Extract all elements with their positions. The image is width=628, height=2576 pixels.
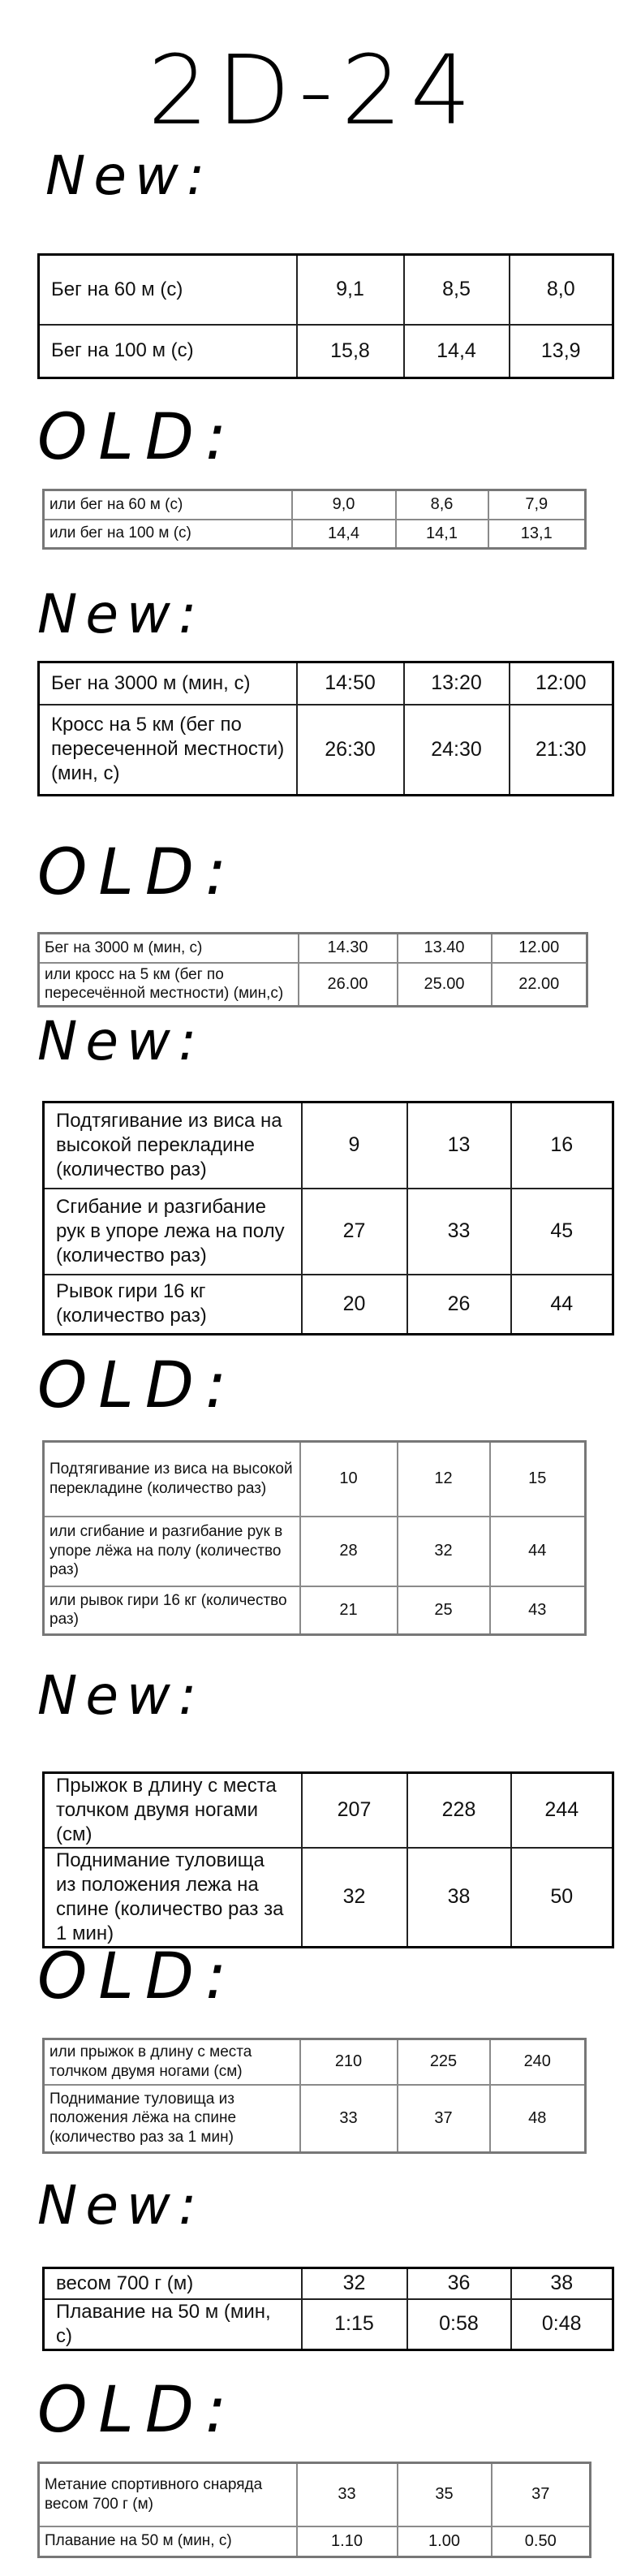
norm-value: 33 <box>297 2463 398 2526</box>
norm-value: 12:00 <box>510 662 613 705</box>
exercise-name: Поднимание туловища из положения лежа на спине (количество раз за 1 мин) <box>44 1848 302 1948</box>
norm-value: 240 <box>490 2039 586 2085</box>
norm-value: 32 <box>302 1848 407 1948</box>
norm-value: 35 <box>398 2463 492 2526</box>
norm-value: 26:30 <box>297 705 404 796</box>
table-row <box>44 1275 613 1335</box>
table-row <box>39 934 587 963</box>
table-row <box>39 705 613 796</box>
norm-value: 44 <box>490 1517 586 1586</box>
norm-value: 32 <box>302 2268 407 2299</box>
new-table-jump-abs <box>42 1771 614 1948</box>
old-label: OLD: <box>37 836 239 909</box>
old-label: OLD: <box>37 401 239 474</box>
norm-value: 9 <box>302 1102 407 1189</box>
norm-value: 13 <box>407 1102 511 1189</box>
table-row <box>39 662 613 705</box>
norm-value: 44 <box>511 1275 613 1335</box>
new-label: New: <box>37 2174 205 2237</box>
norm-value: 38 <box>511 2268 613 2299</box>
table-row <box>39 255 613 325</box>
exercise-name: Плавание на 50 м (мин, с) <box>44 2299 302 2350</box>
norm-value: 8,5 <box>404 255 510 325</box>
exercise-name: Бег на 100 м (с) <box>39 325 297 378</box>
table-row <box>44 520 586 549</box>
norm-value: 20 <box>302 1275 407 1335</box>
table-row <box>44 2268 613 2299</box>
norm-value: 7,9 <box>488 490 586 520</box>
norm-value: 33 <box>407 1189 511 1275</box>
norm-value: 22.00 <box>492 963 587 1007</box>
norm-value: 25.00 <box>398 963 492 1007</box>
norm-value: 36 <box>407 2268 511 2299</box>
exercise-name: Подтягивание из виса на высокой перекладине (количество раз) <box>44 1442 300 1517</box>
exercise-name: или кросс на 5 км (бег по пересечённой местности) (мин,с) <box>39 963 299 1007</box>
norm-value: 244 <box>511 1773 613 1849</box>
new-table-sprint <box>37 253 614 379</box>
norm-value: 0:48 <box>511 2299 613 2350</box>
exercise-name: Бег на 60 м (с) <box>39 255 297 325</box>
new-label: New: <box>37 583 205 645</box>
exercise-name: Прыжок в длину с места толчком двумя ногами (см) <box>44 1773 302 1849</box>
norm-value: 15,8 <box>297 325 404 378</box>
table-row <box>44 1517 586 1586</box>
norm-value: 26.00 <box>299 963 398 1007</box>
norm-value: 13,1 <box>488 520 586 549</box>
norm-value: 45 <box>511 1189 613 1275</box>
norm-value: 13:20 <box>404 662 510 705</box>
norm-value: 32 <box>398 1517 490 1586</box>
table-row <box>39 2526 591 2557</box>
exercise-name: Плавание на 50 м (мин, с) <box>39 2526 297 2557</box>
norm-value: 10 <box>300 1442 398 1517</box>
exercise-name: Сгибание и разгибание рук в упоре лежа на полу (количество раз) <box>44 1189 302 1275</box>
old-label: OLD: <box>37 1349 239 1422</box>
old-label: OLD: <box>37 1940 239 2013</box>
table-row <box>44 1848 613 1948</box>
norm-value: 21 <box>300 1586 398 1635</box>
exercise-name: весом 700 г (м) <box>44 2268 302 2299</box>
norm-value: 24:30 <box>404 705 510 796</box>
table-row <box>44 2085 586 2153</box>
norm-value: 228 <box>407 1773 511 1849</box>
norm-value: 1:15 <box>302 2299 407 2350</box>
norm-value: 38 <box>407 1848 511 1948</box>
norm-value: 210 <box>300 2039 398 2085</box>
page-title: 2D-24 <box>148 34 480 146</box>
exercise-name: или сгибание и разгибание рук в упоре лёжа на полу (количество раз) <box>44 1517 300 1586</box>
norm-value: 14,1 <box>396 520 488 549</box>
exercise-name: Рывок гири 16 кг (количество раз) <box>44 1275 302 1335</box>
table-row <box>44 1442 586 1517</box>
norm-value: 12.00 <box>492 934 587 963</box>
norm-value: 9,0 <box>292 490 396 520</box>
norm-value: 8,6 <box>396 490 488 520</box>
exercise-name: Метание спортивного снаряда весом 700 г (м) <box>39 2463 297 2526</box>
new-label: New: <box>37 1010 205 1072</box>
exercise-name: Подтягивание из виса на высокой перекладине (количество раз) <box>44 1102 302 1189</box>
norm-value: 37 <box>492 2463 591 2526</box>
table-row <box>44 2039 586 2085</box>
norm-value: 28 <box>300 1517 398 1586</box>
norm-value: 8,0 <box>510 255 613 325</box>
norm-value: 50 <box>511 1848 613 1948</box>
exercise-name: или прыжок в длину с места толчком двумя ногами (см) <box>44 2039 300 2085</box>
norm-value: 1.10 <box>297 2526 398 2557</box>
norm-value: 48 <box>490 2085 586 2153</box>
norm-value: 25 <box>398 1586 490 1635</box>
norm-value: 15 <box>490 1442 586 1517</box>
norm-value: 33 <box>300 2085 398 2153</box>
new-table-strength <box>42 1101 614 1335</box>
exercise-name: или бег на 100 м (с) <box>44 520 292 549</box>
old-table-throw-swim <box>37 2462 591 2558</box>
norm-value: 37 <box>398 2085 490 2153</box>
new-label: New: <box>37 1664 205 1727</box>
norm-value: 9,1 <box>297 255 404 325</box>
norm-value: 12 <box>398 1442 490 1517</box>
norm-value: 225 <box>398 2039 490 2085</box>
exercise-name: Кросс на 5 км (бег по пересеченной местности) (мин, с) <box>39 705 297 796</box>
old-table-sprint <box>42 489 587 550</box>
exercise-name: Бег на 3000 м (мин, с) <box>39 934 299 963</box>
norm-value: 207 <box>302 1773 407 1849</box>
norm-value: 14.30 <box>299 934 398 963</box>
exercise-name: Бег на 3000 м (мин, с) <box>39 662 297 705</box>
norm-value: 14,4 <box>404 325 510 378</box>
norm-value: 0.50 <box>492 2526 591 2557</box>
table-row <box>44 1773 613 1849</box>
new-label: New: <box>45 145 213 207</box>
table-row <box>39 325 613 378</box>
exercise-name: или бег на 60 м (с) <box>44 490 292 520</box>
old-table-endurance <box>37 932 588 1008</box>
old-table-jump-abs <box>42 2038 587 2154</box>
table-row <box>44 1102 613 1189</box>
norm-value: 21:30 <box>510 705 613 796</box>
norm-value: 14:50 <box>297 662 404 705</box>
table-row <box>44 1189 613 1275</box>
norm-value: 14,4 <box>292 520 396 549</box>
old-label: OLD: <box>37 2374 239 2447</box>
norm-value: 13.40 <box>398 934 492 963</box>
table-row <box>44 490 586 520</box>
table-row <box>39 963 587 1007</box>
old-table-strength <box>42 1440 587 1636</box>
exercise-name: или рывок гири 16 кг (количество раз) <box>44 1586 300 1635</box>
table-row <box>39 2463 591 2526</box>
norm-value: 26 <box>407 1275 511 1335</box>
table-row <box>44 1586 586 1635</box>
norm-value: 0:58 <box>407 2299 511 2350</box>
norm-value: 13,9 <box>510 325 613 378</box>
new-table-throw-swim <box>42 2267 614 2351</box>
table-row <box>44 2299 613 2350</box>
exercise-name: Поднимание туловища из положения лёжа на спине (количество раз за 1 мин) <box>44 2085 300 2153</box>
norm-value: 16 <box>511 1102 613 1189</box>
norm-value: 43 <box>490 1586 586 1635</box>
new-table-endurance <box>37 661 614 796</box>
norm-value: 27 <box>302 1189 407 1275</box>
norm-value: 1.00 <box>398 2526 492 2557</box>
